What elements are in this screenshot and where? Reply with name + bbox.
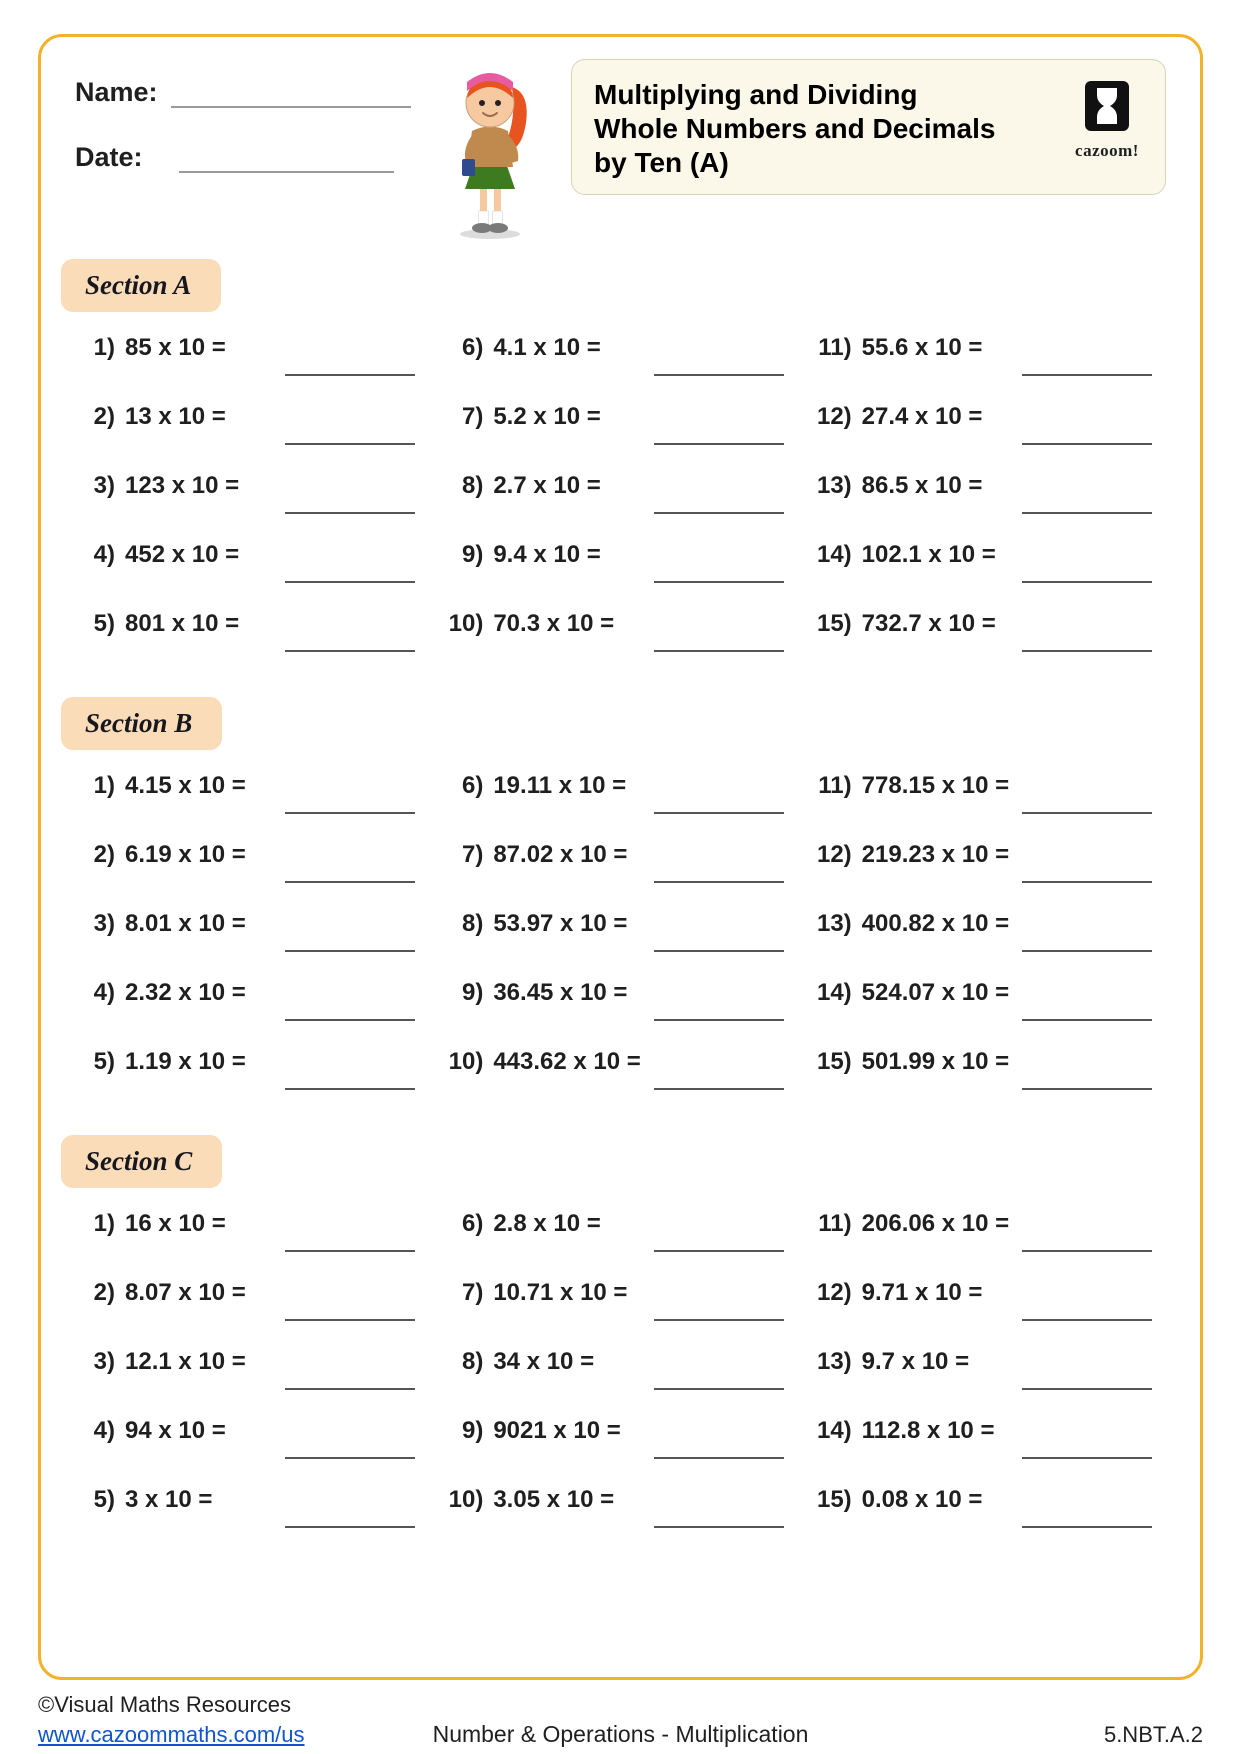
- question-number: 5): [93, 610, 115, 637]
- question-number: 3): [93, 1348, 115, 1375]
- question-number: 3): [93, 472, 115, 499]
- question-text: [443, 1279, 797, 1307]
- question: [812, 541, 1166, 610]
- question: [443, 1486, 797, 1555]
- title-line-1: Multiplying and Dividing: [594, 79, 918, 110]
- answer-blank[interactable]: [285, 374, 415, 376]
- question: [443, 979, 797, 1048]
- question: [75, 910, 429, 979]
- name-row: [75, 77, 425, 108]
- question-text: [75, 472, 429, 500]
- question-text: [443, 334, 797, 362]
- question-number: 13): [816, 1348, 852, 1375]
- answer-blank[interactable]: [654, 812, 784, 814]
- question-text: [75, 910, 429, 938]
- question-expression: 8.07 x 10 =: [125, 1279, 246, 1306]
- answer-blank[interactable]: [1022, 1019, 1152, 1021]
- question-number: 3): [93, 910, 115, 937]
- question: [443, 1348, 797, 1417]
- answer-blank[interactable]: [654, 650, 784, 652]
- question: [443, 1279, 797, 1348]
- question: [75, 1348, 429, 1417]
- question-text: [812, 334, 1166, 362]
- answer-blank[interactable]: [1022, 881, 1152, 883]
- brand-block: [1065, 78, 1149, 161]
- question: [75, 610, 429, 679]
- question-text: [812, 1279, 1166, 1307]
- question-expression: 53.97 x 10 =: [493, 910, 628, 937]
- question-number: 6): [461, 334, 484, 361]
- question: [812, 334, 1166, 403]
- question-text: [812, 979, 1166, 1007]
- cazoom-logo-icon: [1084, 80, 1130, 136]
- question-expression: 3.05 x 10 =: [493, 1486, 615, 1513]
- question-number: 2): [93, 841, 115, 868]
- question: [443, 334, 797, 403]
- question-expression: 55.6 x 10 =: [861, 334, 983, 361]
- question-text: [75, 1417, 429, 1445]
- question-expression: 87.02 x 10 =: [493, 841, 628, 868]
- question-number: 15): [816, 1048, 852, 1075]
- question-text: [443, 610, 797, 638]
- question-expression: 400.82 x 10 =: [861, 910, 1010, 937]
- question-text: [812, 541, 1166, 569]
- section-label: Section B: [61, 697, 222, 750]
- question-text: [75, 1486, 429, 1514]
- question-text: [443, 472, 797, 500]
- question: [812, 841, 1166, 910]
- answer-blank[interactable]: [1022, 512, 1152, 514]
- question-expression: 4.1 x 10 =: [493, 334, 601, 361]
- question-text: [75, 541, 429, 569]
- question-number: 15): [816, 610, 852, 637]
- answer-blank[interactable]: [285, 1319, 415, 1321]
- question-text: [443, 1417, 797, 1445]
- question-expression: 27.4 x 10 =: [861, 403, 983, 430]
- question-text: [443, 910, 797, 938]
- question-expression: 732.7 x 10 =: [861, 610, 996, 637]
- title-line-3: by Ten (A): [594, 147, 729, 179]
- answer-blank[interactable]: [654, 1319, 784, 1321]
- question-grid: [75, 1210, 1166, 1555]
- worksheet-frame: [38, 34, 1203, 1680]
- question-expression: 0.08 x 10 =: [861, 1486, 983, 1513]
- question-number: 4): [93, 1417, 115, 1444]
- footer-left: [38, 1692, 394, 1748]
- question: [75, 403, 429, 472]
- question-number: 11): [818, 334, 852, 361]
- question-text: [443, 1348, 797, 1376]
- question: [443, 1210, 797, 1279]
- question-number: 10): [448, 1486, 484, 1513]
- question-expression: 443.62 x 10 =: [493, 1048, 641, 1075]
- name-line[interactable]: [171, 84, 411, 108]
- question: [443, 841, 797, 910]
- answer-blank[interactable]: [285, 443, 415, 445]
- question-number: 12): [816, 1279, 852, 1306]
- date-label: Date:: [75, 142, 143, 172]
- question-text: [75, 1048, 429, 1076]
- question-expression: 9.7 x 10 =: [861, 1348, 970, 1375]
- worksheet-title: [594, 78, 1065, 180]
- question-number: 9): [461, 1417, 484, 1444]
- question-number: 10): [448, 610, 484, 637]
- answer-blank[interactable]: [1022, 1319, 1152, 1321]
- worksheet-section: [75, 259, 1166, 679]
- question: [75, 541, 429, 610]
- brand-name: cazoom!: [1075, 141, 1139, 160]
- question-text: [812, 1048, 1166, 1076]
- question-expression: 70.3 x 10 =: [493, 610, 615, 637]
- girl-illustration-wrap: [425, 59, 555, 241]
- question-number: 1): [93, 334, 115, 361]
- date-row: [75, 142, 425, 173]
- question-number: 2): [93, 403, 115, 430]
- question: [443, 1417, 797, 1486]
- question-text: [75, 403, 429, 431]
- answer-blank[interactable]: [1022, 1526, 1152, 1528]
- question-text: [812, 1486, 1166, 1514]
- question-expression: 2.7 x 10 =: [493, 472, 601, 499]
- question-expression: 13 x 10 =: [125, 403, 226, 430]
- worksheet-section: [75, 1135, 1166, 1555]
- question-expression: 6.19 x 10 =: [125, 841, 246, 868]
- question-expression: 206.06 x 10 =: [861, 1210, 1010, 1237]
- question-text: [75, 1348, 429, 1376]
- answer-blank[interactable]: [1022, 1088, 1152, 1090]
- question-expression: 801 x 10 =: [125, 610, 240, 637]
- section-label: Section A: [61, 259, 221, 312]
- question: [75, 472, 429, 541]
- question-number: 10): [448, 1048, 484, 1075]
- question-expression: 19.11 x 10 =: [493, 772, 627, 799]
- question: [812, 472, 1166, 541]
- girl-illustration: [440, 65, 540, 241]
- answer-blank[interactable]: [654, 1457, 784, 1459]
- question-text: [812, 610, 1166, 638]
- question-expression: 4.15 x 10 =: [125, 772, 246, 799]
- question-number: 4): [93, 979, 115, 1006]
- question-expression: 9.71 x 10 =: [861, 1279, 983, 1306]
- question: [443, 403, 797, 472]
- question: [75, 1210, 429, 1279]
- question-grid: [75, 334, 1166, 679]
- answer-blank[interactable]: [654, 1250, 784, 1252]
- question-expression: 34 x 10 =: [493, 1348, 595, 1375]
- answer-blank[interactable]: [654, 581, 784, 583]
- question-text: [75, 1279, 429, 1307]
- answer-blank[interactable]: [1022, 1250, 1152, 1252]
- question-text: [812, 841, 1166, 869]
- question-text: [75, 334, 429, 362]
- question-expression: 9.4 x 10 =: [493, 541, 601, 568]
- question: [812, 1486, 1166, 1555]
- question-number: 8): [461, 472, 484, 499]
- title-box: [571, 59, 1166, 195]
- question: [812, 403, 1166, 472]
- question-expression: 778.15 x 10 =: [861, 772, 1010, 799]
- question: [75, 1279, 429, 1348]
- question: [75, 334, 429, 403]
- question-text: [443, 772, 797, 800]
- question-number: 11): [818, 772, 852, 799]
- question-number: 4): [93, 541, 115, 568]
- answer-blank[interactable]: [285, 512, 415, 514]
- worksheet-section: [75, 697, 1166, 1117]
- question-number: 14): [816, 979, 852, 1006]
- question-number: 8): [461, 1348, 484, 1375]
- answer-blank[interactable]: [654, 1526, 784, 1528]
- question-expression: 3 x 10 =: [125, 1486, 213, 1513]
- question-number: 15): [816, 1486, 852, 1513]
- question-text: [75, 610, 429, 638]
- question-text: [443, 1210, 797, 1238]
- question-text: [75, 841, 429, 869]
- question-number: 8): [461, 910, 484, 937]
- question-number: 14): [816, 541, 852, 568]
- question-expression: 9021 x 10 =: [493, 1417, 621, 1444]
- answer-blank[interactable]: [285, 1250, 415, 1252]
- question: [812, 1348, 1166, 1417]
- question-expression: 219.23 x 10 =: [861, 841, 1010, 868]
- question: [812, 772, 1166, 841]
- question-text: [812, 403, 1166, 431]
- question-number: 11): [818, 1210, 852, 1237]
- question-expression: 10.71 x 10 =: [493, 1279, 628, 1306]
- question-text: [812, 472, 1166, 500]
- question: [75, 841, 429, 910]
- question: [812, 1048, 1166, 1117]
- question: [443, 541, 797, 610]
- question-text: [443, 841, 797, 869]
- answer-blank[interactable]: [285, 581, 415, 583]
- question-expression: 94 x 10 =: [125, 1417, 226, 1444]
- question-expression: 524.07 x 10 =: [861, 979, 1010, 1006]
- footer: [0, 1692, 1241, 1748]
- question: [443, 472, 797, 541]
- footer-topic: Number & Operations - Multiplication: [432, 1721, 809, 1747]
- answer-blank[interactable]: [285, 1457, 415, 1459]
- question-number: 7): [461, 841, 484, 868]
- question-text: [812, 910, 1166, 938]
- answer-blank[interactable]: [1022, 581, 1152, 583]
- question-number: 5): [93, 1048, 115, 1075]
- question-expression: 12.1 x 10 =: [125, 1348, 246, 1375]
- answer-blank[interactable]: [654, 1088, 784, 1090]
- question-text: [75, 1210, 429, 1238]
- answer-blank[interactable]: [654, 443, 784, 445]
- answer-blank[interactable]: [654, 374, 784, 376]
- answer-blank[interactable]: [285, 812, 415, 814]
- question-number: 2): [93, 1279, 115, 1306]
- answer-blank[interactable]: [654, 1388, 784, 1390]
- question: [75, 1417, 429, 1486]
- question-expression: 8.01 x 10 =: [125, 910, 246, 937]
- question: [75, 1486, 429, 1555]
- sections-container: [75, 259, 1166, 1555]
- question-number: 9): [461, 541, 484, 568]
- answer-blank[interactable]: [1022, 374, 1152, 376]
- question: [812, 1417, 1166, 1486]
- question: [75, 979, 429, 1048]
- question: [812, 1210, 1166, 1279]
- answer-blank[interactable]: [285, 1088, 415, 1090]
- question: [812, 1279, 1166, 1348]
- standard-code: 5.NBT.A.2: [1103, 1722, 1203, 1747]
- question-text: [812, 1210, 1166, 1238]
- question-text: [443, 1048, 797, 1076]
- question-expression: 2.8 x 10 =: [493, 1210, 601, 1237]
- answer-blank[interactable]: [285, 1388, 415, 1390]
- question: [812, 910, 1166, 979]
- question: [443, 772, 797, 841]
- answer-blank[interactable]: [285, 950, 415, 952]
- question-text: [812, 1417, 1166, 1445]
- question-number: 6): [461, 1210, 484, 1237]
- question-expression: 452 x 10 =: [125, 541, 240, 568]
- copyright-text: ©Visual Maths Resources: [38, 1692, 292, 1717]
- question-number: 1): [93, 772, 115, 799]
- question: [443, 1048, 797, 1117]
- answer-blank[interactable]: [1022, 1457, 1152, 1459]
- answer-blank[interactable]: [1022, 1388, 1152, 1390]
- question-number: 1): [93, 1210, 115, 1237]
- question-text: [443, 979, 797, 1007]
- question-expression: 112.8 x 10 =: [861, 1417, 995, 1444]
- answer-blank[interactable]: [1022, 950, 1152, 952]
- question-number: 9): [461, 979, 484, 1006]
- answer-blank[interactable]: [285, 650, 415, 652]
- answer-blank[interactable]: [285, 1526, 415, 1528]
- question-expression: 102.1 x 10 =: [861, 541, 996, 568]
- question-text: [443, 1486, 797, 1514]
- answer-blank[interactable]: [654, 950, 784, 952]
- question-expression: 501.99 x 10 =: [861, 1048, 1010, 1075]
- question-expression: 16 x 10 =: [125, 1210, 226, 1237]
- question-expression: 5.2 x 10 =: [493, 403, 601, 430]
- answer-blank[interactable]: [285, 1019, 415, 1021]
- answer-blank[interactable]: [654, 881, 784, 883]
- question-expression: 123 x 10 =: [125, 472, 240, 499]
- name-label: Name:: [75, 77, 158, 107]
- question-number: 5): [93, 1486, 115, 1513]
- answer-blank[interactable]: [1022, 650, 1152, 652]
- question-number: 12): [816, 403, 852, 430]
- question: [443, 910, 797, 979]
- question-number: 14): [816, 1417, 852, 1444]
- answer-blank[interactable]: [285, 881, 415, 883]
- question-number: 6): [461, 772, 484, 799]
- section-label: Section C: [61, 1135, 222, 1188]
- question-grid: [75, 772, 1166, 1117]
- question: [75, 1048, 429, 1117]
- question-text: [443, 403, 797, 431]
- answer-blank[interactable]: [1022, 812, 1152, 814]
- question: [443, 610, 797, 679]
- question: [812, 979, 1166, 1048]
- question-expression: 36.45 x 10 =: [493, 979, 628, 1006]
- question: [812, 610, 1166, 679]
- answer-blank[interactable]: [654, 1019, 784, 1021]
- question-expression: 2.32 x 10 =: [125, 979, 246, 1006]
- question-expression: 85 x 10 =: [125, 334, 226, 361]
- question-number: 13): [816, 472, 852, 499]
- name-date-block: [75, 59, 425, 207]
- question: [75, 772, 429, 841]
- date-line[interactable]: [179, 149, 394, 173]
- question-number: 7): [461, 1279, 484, 1306]
- answer-blank[interactable]: [654, 512, 784, 514]
- question-text: [75, 772, 429, 800]
- question-expression: 86.5 x 10 =: [861, 472, 983, 499]
- question-expression: 1.19 x 10 =: [125, 1048, 246, 1075]
- question-number: 13): [816, 910, 852, 937]
- question-text: [812, 772, 1166, 800]
- website-link[interactable]: www.cazoommaths.com/us: [38, 1722, 305, 1747]
- answer-blank[interactable]: [1022, 443, 1152, 445]
- question-number: 7): [461, 403, 484, 430]
- question-text: [75, 979, 429, 1007]
- header: [75, 59, 1166, 241]
- question-text: [443, 541, 797, 569]
- question-text: [812, 1348, 1166, 1376]
- question-number: 12): [816, 841, 852, 868]
- title-line-2: Whole Numbers and Decimals: [594, 113, 996, 145]
